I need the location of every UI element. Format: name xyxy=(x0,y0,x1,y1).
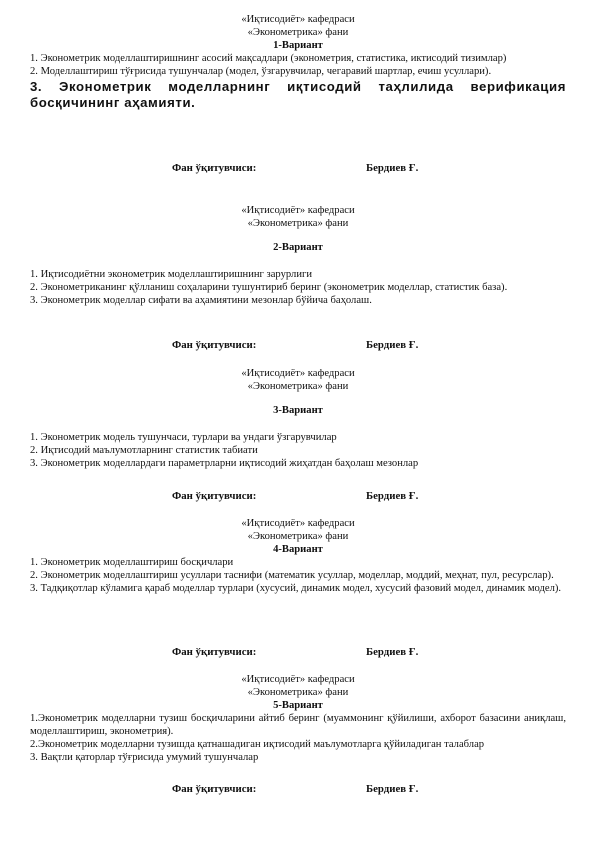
teacher-name: Бердиев Ғ. xyxy=(366,339,419,351)
question-3: 3. Эконометрик моделлар сифати ва аҳамиятини мезонлар бўйича баҳолаш. xyxy=(30,294,372,306)
variant-title: 1-Вариант xyxy=(273,39,323,51)
question-3: 3. Тадқиқотлар кўламига қараб моделлар турлари (хусусий, динамик модел, хусусий фазовий модел, динамик модел). xyxy=(30,582,562,594)
question-3: 3. Эконометрик моделлардаги параметрларни иқтисодий жиҳатдан баҳолаш мезонлар xyxy=(30,457,419,469)
teacher-name: Бердиев Ғ. xyxy=(366,490,419,502)
teacher-label: Фан ўқитувчиси: xyxy=(172,783,257,795)
question-2: 2. Эконометриканинг қўлланиш соҳаларини тушунтириб беринг (эконометрик моделлар, статистик база). xyxy=(30,281,508,293)
department-heading: «Иқтисодиёт» кафедраси xyxy=(241,205,355,216)
subject-heading: «Эконометрика» фани xyxy=(247,26,349,38)
question-2: 2. Эконометрик моделлаштириш усуллари таснифи (математик усуллар, моделлар, моддий, меҳнат, пул, ресурслар). xyxy=(30,569,554,581)
teacher-label: Фан ўқитувчиси: xyxy=(172,490,257,502)
question-2: 2.Эконометрик моделларни тузишда қатнашадиган иқтисодий маълумотларга қўйиладиган талаблар xyxy=(30,738,485,750)
teacher-name: Бердиев Ғ. xyxy=(366,646,419,658)
variant-title: 2-Вариант xyxy=(273,241,323,253)
variant-title: 4-Вариант xyxy=(273,543,323,555)
question-1: 1. Эконометрик моделлаштириш босқичлари xyxy=(30,556,234,568)
variant-5 xyxy=(30,674,566,764)
subject-heading: «Эконометрика» фани xyxy=(247,380,349,392)
teacher-label: Фан ўқитувчиси: xyxy=(172,339,257,351)
question-2: 2. Моделлаштириш тўғрисида тушунчалар (модел, ўзгарувчилар, чегаравий шартлар, ечиш усуллари). xyxy=(30,65,492,77)
department-heading: «Иқтисодиёт» кафедраси xyxy=(241,674,355,685)
question-2: 2. Иқтисодий маълумотларнинг статистик табиати xyxy=(30,444,258,456)
subject-heading: «Эконометрика» фани xyxy=(247,217,349,229)
department-heading: «Иқтисодиёт» кафедраси xyxy=(241,518,355,529)
question-3: 3. Эконометрик моделларнинг иқтисодий таҳлилида верификация босқичининг аҳамияти. xyxy=(30,78,566,110)
variant-3 xyxy=(30,368,566,471)
teacher-label: Фан ўқитувчиси: xyxy=(172,162,257,174)
department-heading: «Иқтисодиёт» кафедраси xyxy=(241,14,355,25)
department-heading: «Иқтисодиёт» кафедраси xyxy=(241,368,355,379)
teacher-name: Бердиев Ғ. xyxy=(366,162,419,174)
question-1: 1. Эконометрик модель тушунчаси, турлари ва ундаги ўзгарувчилар xyxy=(30,431,337,443)
variant-title: 3-Вариант xyxy=(273,404,323,416)
subject-heading: «Эконометрика» фани xyxy=(247,530,349,542)
question-1: 1.Эконометрик моделларни тузиш босқичларини айтиб беринг (муаммонинг қўйилиши, ахборот базасини аниқлаш, моделлаштириш, эконометрия). xyxy=(30,712,566,737)
variant-2 xyxy=(30,205,566,308)
subject-heading: «Эконометрика» фани xyxy=(247,686,349,698)
variant-4 xyxy=(30,518,566,596)
teacher-name: Бердиев Ғ. xyxy=(366,783,419,795)
question-1: 1. Эконометрик моделлаштиришнинг асосий мақсадлари (эконометрия, статистика, иктисодий тизимлар) xyxy=(30,52,507,64)
variant-1 xyxy=(30,14,566,111)
question-3: 3. Вақтли қаторлар тўғрисида умумий тушунчалар xyxy=(30,751,259,763)
teacher-label: Фан ўқитувчиси: xyxy=(172,646,257,658)
question-1: 1. Иқтисодиётни эконометрик моделлаштиришнинг зарурлиги xyxy=(30,268,313,280)
variant-title: 5-Вариант xyxy=(273,699,323,711)
